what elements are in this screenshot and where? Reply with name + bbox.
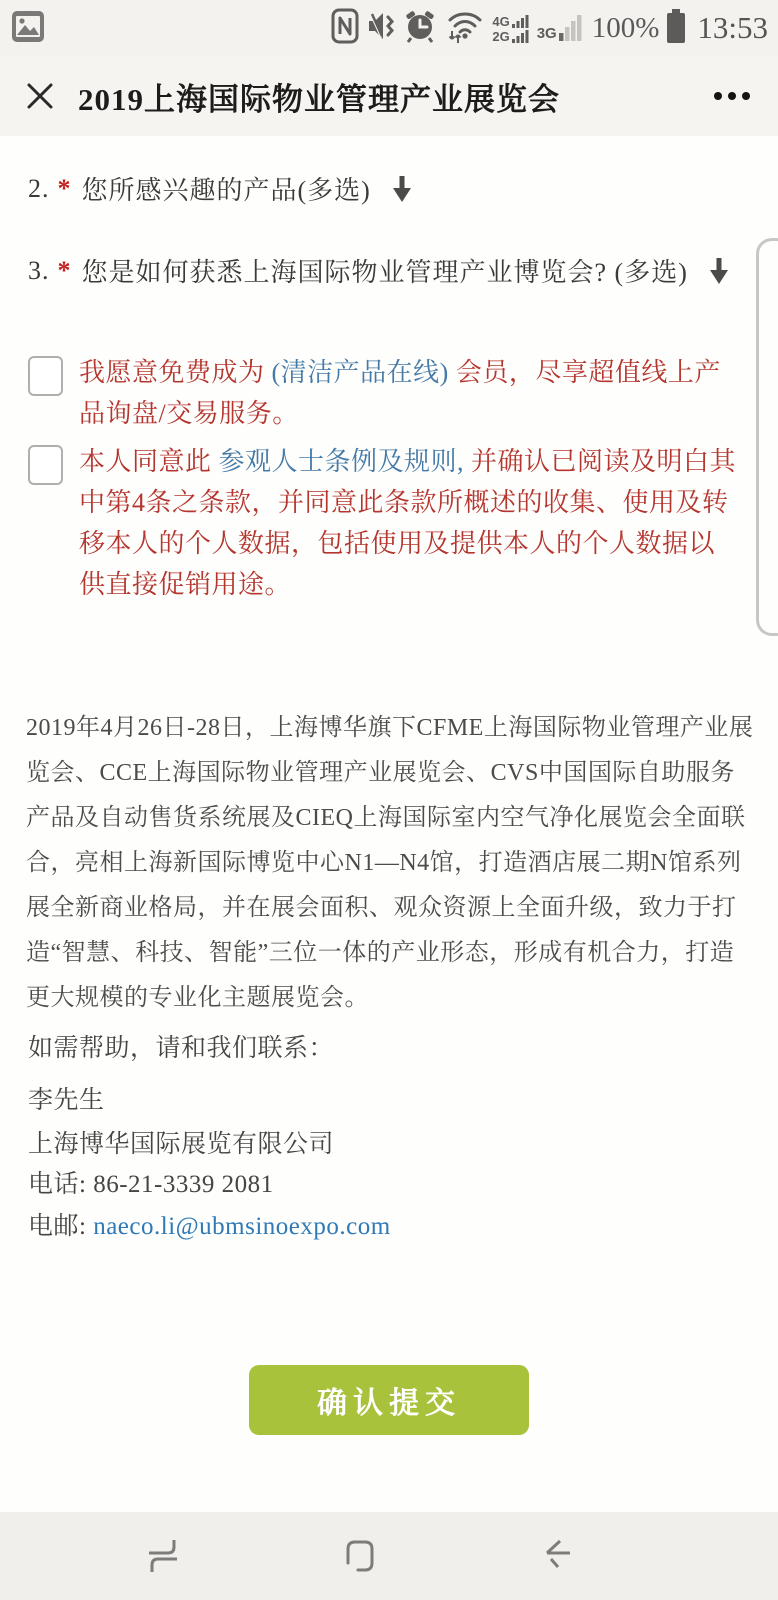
consent-post: 会员，尽享超值线上产品询盘/交易服务。 — [79, 358, 721, 428]
membership-checkbox[interactable] — [28, 356, 63, 396]
screenshot-notification-icon — [10, 8, 46, 49]
down-arrow-icon[interactable] — [708, 257, 730, 285]
consent-pre: 本人同意此 — [79, 447, 219, 476]
android-nav-bar — [0, 1512, 778, 1600]
status-bar — [0, 0, 778, 56]
contact-phone-line — [28, 1164, 274, 1200]
alarm-icon — [404, 7, 436, 50]
sim2-2g-label: 2G — [492, 28, 510, 44]
wifi-icon — [443, 7, 485, 50]
consent-pre: 我愿意免费成为 — [79, 358, 272, 387]
link-visitor-terms-rules[interactable]: 参观人士条例及规则, — [218, 447, 465, 476]
email-link[interactable]: naeco.li@ubmsinoexpo.com — [93, 1213, 391, 1240]
contact-email-line — [28, 1206, 391, 1242]
nfc-icon — [330, 7, 360, 50]
recents-icon[interactable] — [147, 1538, 179, 1579]
question-3-how-heard[interactable] — [28, 252, 730, 289]
sim1-4g-label: 4G — [492, 13, 510, 29]
contact-help-line: 如需帮助，请和我们联系： — [28, 1035, 335, 1062]
webview-header — [0, 56, 778, 136]
sim2-signal-bars — [512, 29, 530, 43]
down-arrow-icon[interactable] — [391, 175, 413, 203]
close-icon[interactable] — [24, 80, 56, 112]
phone-number: 86-21-3339 2081 — [93, 1171, 274, 1198]
sim3-signal-bars — [559, 15, 585, 41]
back-icon[interactable] — [539, 1538, 573, 1579]
exhibition-description: 2019年4月26日-28日，上海博华旗下CFME上海国际物业管理产业展览会、CCE上海国际物业管理产业展览会、CVS中国国际自助服务产品及自动售货系统展及CIEQ上海国际室内空气净化展览会全面联合，亮相上海新国际博览中心N1—N4馆，打造酒店展二期N馆系列展全新商业格局，并在展会面积、观众资源上全面升级，致力于打造“智慧、科技、智能”三位一体的产业形态，形成有机合力，打造更大规模的专业化主题展览会。 — [26, 715, 754, 1011]
question-number: 3. — [28, 255, 50, 285]
link-cleaning-products-online[interactable]: (清洁产品在线) — [271, 358, 449, 387]
mute-vibrate-icon — [367, 7, 397, 50]
sim1-signal-bars — [512, 14, 530, 28]
dual-sim-signal — [492, 14, 529, 43]
sim3-3g-signal — [537, 15, 585, 41]
question-number: 2. — [28, 173, 50, 203]
consent-post: 并确认已阅读及明白其中第4条之条款，并同意此条款所概述的收集、使用及转移本人的个人数据，包括使用及提供本人的个人数据以供直接促销用途。 — [79, 447, 737, 599]
sim3-3g-label: 3G — [536, 25, 557, 42]
page-title: 2019上海国际物业管理产业展览会 — [78, 81, 560, 117]
scrollbar-thumb[interactable] — [756, 238, 778, 636]
form-content — [0, 136, 778, 1512]
required-asterisk: * — [57, 173, 72, 203]
confirm-submit-button[interactable]: 确认提交 — [249, 1365, 529, 1435]
question-label: 您是如何获悉上海国际物业管理产业博览会? (多选) — [81, 258, 688, 287]
contact-company: 上海博华国际展览有限公司 — [28, 1131, 335, 1158]
required-asterisk: * — [57, 255, 72, 285]
consent-text — [79, 441, 739, 605]
consent-row-membership — [28, 352, 739, 434]
question-2-interested-products[interactable] — [28, 170, 413, 207]
consent-row-terms — [28, 441, 739, 605]
home-icon[interactable] — [343, 1538, 377, 1579]
battery-icon — [666, 9, 686, 48]
question-label: 您所感兴趣的产品(多选) — [81, 176, 371, 205]
clock-time: 13:53 — [697, 10, 768, 45]
consent-text — [79, 352, 739, 434]
email-label: 电邮: — [28, 1213, 87, 1240]
phone-label: 电话: — [28, 1171, 87, 1198]
contact-person: 李先生 — [28, 1087, 105, 1114]
more-menu-icon[interactable] — [710, 84, 754, 108]
battery-percent: 100% — [591, 11, 660, 44]
terms-checkbox[interactable] — [28, 445, 63, 485]
